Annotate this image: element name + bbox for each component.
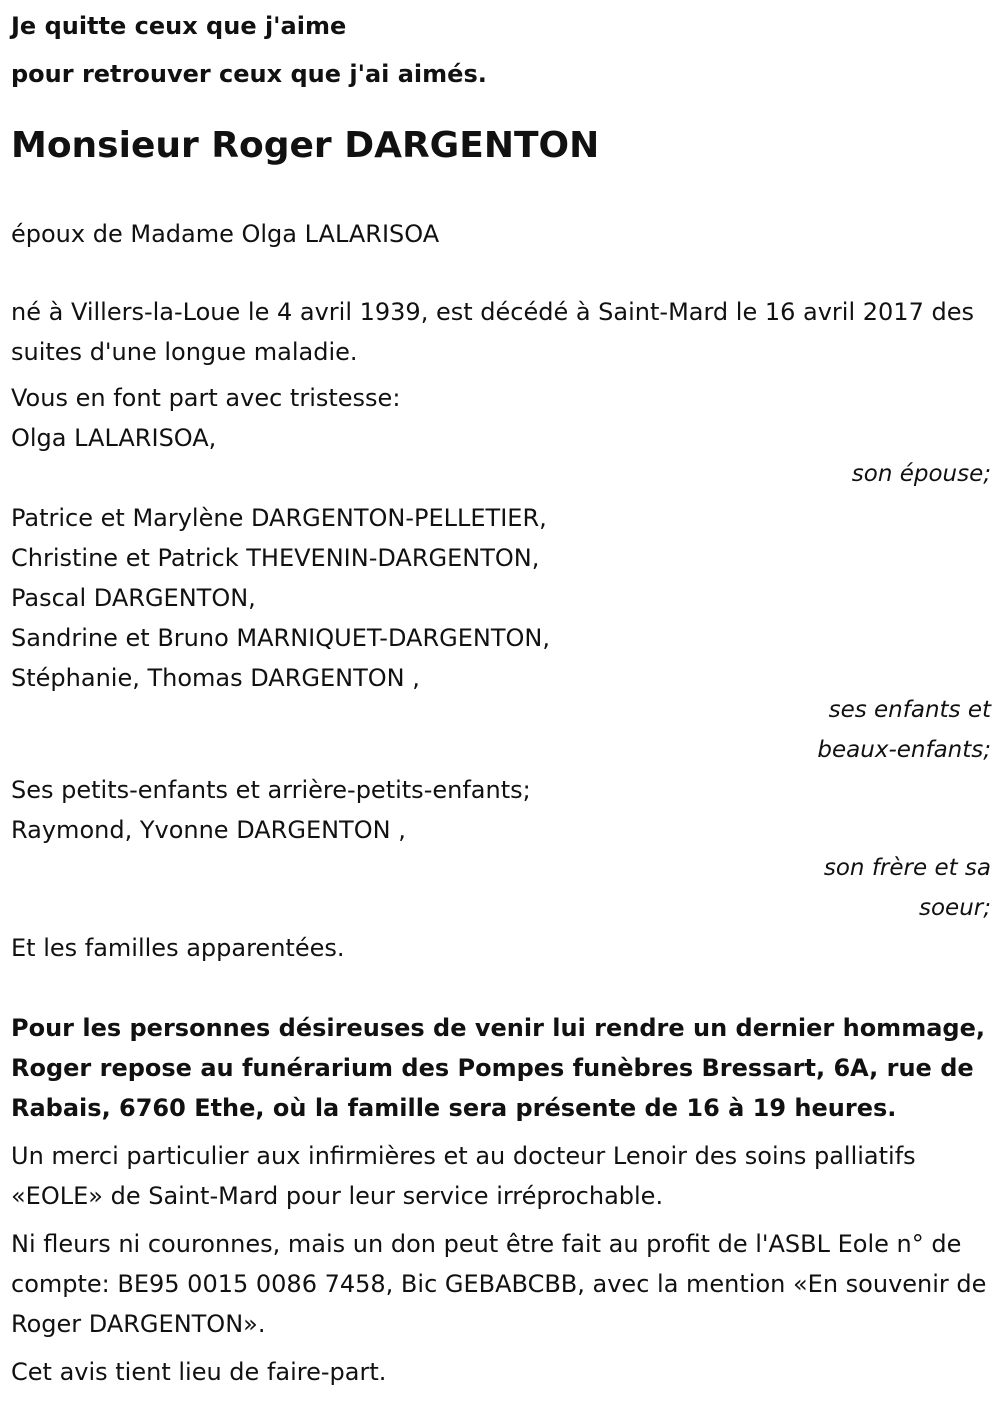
family-group-spouse (11, 418, 991, 494)
family-role-line-2: beaux-enfants; (817, 737, 991, 763)
family-name: Raymond, Yvonne DARGENTON , (11, 816, 406, 844)
family-role-line-1: son frère et sa (823, 855, 991, 881)
spouse-line: époux de Madame Olga LALARISOA (11, 220, 440, 248)
thanks-paragraph: Un merci particulier aux infirmières et au docteur Lenoir des soins palliatifs «EOLE» de Saint-Mard pour leur service irréprochable. (11, 1142, 916, 1210)
family-name: Pascal DARGENTON, (11, 584, 256, 612)
announce-intro: Vous en font part avec tristesse: (11, 384, 401, 412)
related-families: Et les familles apparentées. (11, 934, 345, 962)
family-name: Stéphanie, Thomas DARGENTON , (11, 664, 420, 692)
family-role: son épouse; (851, 461, 991, 487)
family-name: Sandrine et Bruno MARNIQUET-DARGENTON, (11, 624, 550, 652)
quote-line-2: pour retrouver ceux que j'ai aimés. (11, 60, 487, 88)
family-name: Patrice et Marylène DARGENTON-PELLETIER, (11, 504, 547, 532)
donation-paragraph: Ni fleurs ni couronnes, mais un don peut être fait au profit de l'ASBL Eole n° de compte: BE95 0015 0086 7458, Bic GEBABCBB, avec la mention «En souvenir de Roger DARGENTON». (11, 1230, 987, 1338)
family-group-children (11, 498, 991, 770)
family-name: Olga LALARISOA, (11, 424, 217, 452)
visitation-info: Pour les personnes désireuses de venir lui rendre un dernier hommage, Roger repose au funérarium des Pompes funèbres Bressart, 6A, rue de Rabais, 6760 Ethe, où la famille sera présente de 16 à 19 heures. (11, 1014, 985, 1122)
closing-line: Cet avis tient lieu de faire-part. (11, 1358, 387, 1386)
quote-line-1: Je quitte ceux que j'aime (11, 12, 347, 40)
deceased-name: Monsieur Roger DARGENTON (11, 125, 600, 166)
family-role-line-2: soeur; (919, 895, 991, 921)
obituary-notice (11, 0, 991, 1392)
family-name: Christine et Patrick THEVENIN-DARGENTON, (11, 544, 540, 572)
family-role-line-1: ses enfants et (828, 697, 991, 723)
family-name: Ses petits-enfants et arrière-petits-enfants; (11, 776, 531, 804)
family-group-siblings (11, 770, 991, 928)
birth-death-line: né à Villers-la-Loue le 4 avril 1939, est décédé à Saint-Mard le 16 avril 2017 des suites d'une longue maladie. (11, 298, 974, 366)
